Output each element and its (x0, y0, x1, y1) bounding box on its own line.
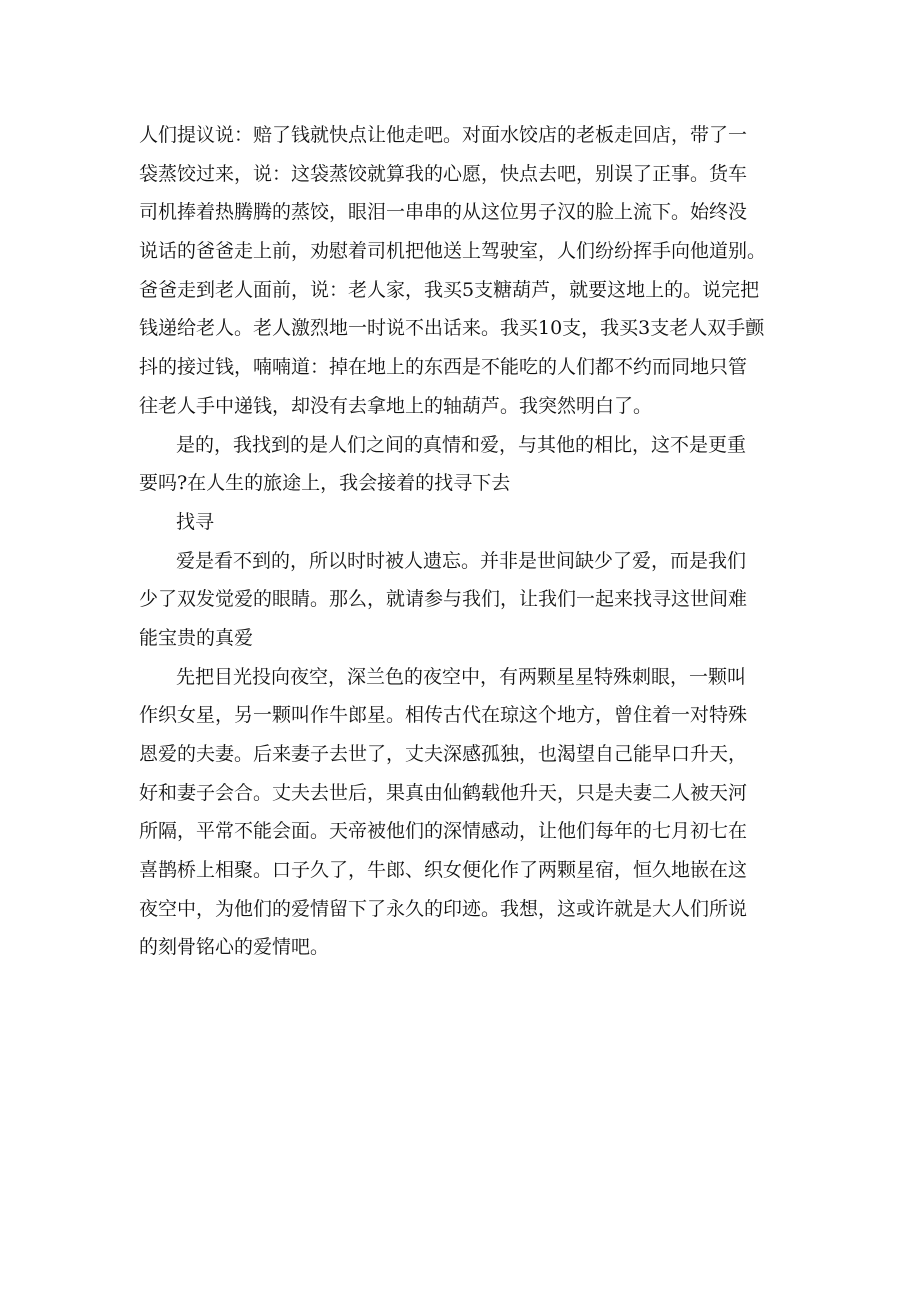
section-heading (139, 503, 799, 542)
text-line: 喜鹊桥上相聚。口子久了，牛郎、织女便化作了两颗星宿，恒久地嵌在这 (139, 859, 748, 882)
paragraph-3 (139, 542, 799, 658)
paragraph-1 (139, 116, 799, 426)
text-line: 说话的爸爸走上前，劝慰着司机把他送上驾驶室，人们纷纷挥手向他道别。 (139, 240, 767, 263)
text-line: 先把目光投向夜空，深兰色的夜空中，有两颗星星特殊刺眼，一颗叫 (176, 665, 747, 688)
text-line: 的刻骨铭心的爱情吧。 (139, 936, 330, 959)
text-line: 夜空中，为他们的爱情留下了永久的印迹。我想，这或许就是大人们所说 (139, 897, 748, 920)
text-line: 恩爱的夫妻。后来妻子去世了，丈夫深感孤独，也渴望自己能早口升天， (139, 743, 748, 765)
text-line: 要吗?在人生的旅途上，我会接着的找寻下去 (139, 472, 511, 495)
text-line: 是的，我找到的是人们之间的真情和爱，与其他的相比，这不是更重 (176, 433, 747, 456)
text-line: 爱是看不到的，所以时时被人遗忘。并非是世间缺少了爱，而是我们 (176, 549, 747, 572)
section-title: 找寻 (176, 510, 215, 533)
text-line: 所隔，平常不能会面。天帝被他们的深情感动，让他们每年的七月初七在 (139, 820, 748, 843)
text-line: 司机捧着热腾腾的蒸饺，眼泪一串串的从这位男子汉的脸上流下。始终没 (139, 201, 748, 224)
text-line: 作织女星，另一颗叫作牛郎星。相传古代在琼这个地方，曾住着一对特殊 (139, 704, 748, 727)
paragraph-2 (139, 426, 799, 503)
text-line: 少了双发觉爱的眼睛。那么，就请参与我们，让我们一起来找寻这世间难 (139, 588, 748, 611)
text-line: 抖的接过钱，喃喃道：掉在地上的东西是不能吃的人们都不约而同地只管 (139, 356, 748, 379)
text-line: 好和妻子会合。丈夫去世后，果真由仙鹤载他升天，只是夫妻二人被天河 (139, 781, 748, 804)
text-line: 能宝贵的真爱 (139, 626, 254, 649)
paragraph-4 (139, 658, 799, 968)
text-line: 袋蒸饺过来，说：这袋蒸饺就算我的心愿，快点去吧，别误了正事。货车 (139, 162, 748, 185)
text-line: 爸爸走到老人面前，说：老人家，我买5支糖葫芦，就要这地上的。说完把 (139, 278, 760, 301)
text-line: 钱递给老人。老人激烈地一时说不出话来。我买10支，我买3支老人双手颤 (139, 317, 765, 340)
document-body (139, 116, 799, 967)
text-line: 往老人手中递钱，却没有去拿地上的轴葫芦。我突然明白了。 (139, 394, 653, 417)
text-line: 人们提议说：赔了钱就快点让他走吧。对面水饺店的老板走回店，带了一 (139, 124, 748, 146)
